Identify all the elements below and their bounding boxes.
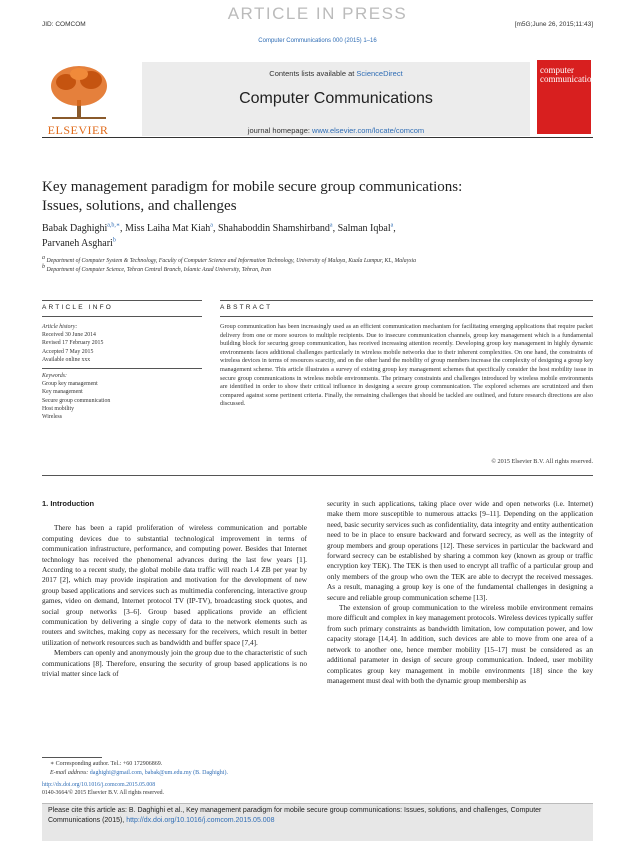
divider xyxy=(220,300,593,301)
divider xyxy=(42,368,202,369)
title-line-1: Key management paradigm for mobile secure group communications: xyxy=(42,179,463,195)
history-item: Revised 17 February 2015 xyxy=(42,340,104,347)
keyword: Group key management xyxy=(42,381,98,388)
homepage-prefix: journal homepage: xyxy=(247,126,313,135)
title-line-2: Issues, solutions, and challenges xyxy=(42,198,237,214)
journal-name: Computer Communications xyxy=(239,90,433,107)
body-column-right xyxy=(327,499,593,686)
paragraph: The extension of group communication to the wireless mobile environment remains more difficult and complex in key management protocols. Wireless devices typically suffer from such primary constraints as bandwidth limitation, low computation power, and low capacity storage [14,4]. In addition, such devices are able to move from one area of a network to another one, hence member mobility [15–17] must be considered as an additional parameter in design of secure group communication. Indeed, user mobility complicates group key management in mobile environments [18] since the key management must deal with both the dynamic group membership as xyxy=(327,603,593,685)
doi-link[interactable]: http://dx.doi.org/10.1016/j.comcom.2015.05.008 xyxy=(42,782,156,788)
paragraph: Members can openly and anonymously join the group due to the characteristic of such communications [8]. Therefore, ensuring the security of group based applications is no trivial matter since lack of xyxy=(42,648,307,679)
author[interactable]: Shahaboddin Shamshirband$^a$ xyxy=(217,222,333,234)
paragraph: There has been a rapid proliferation of wireless communication and portable computing devices due to substantial technological improvement in terms of communication infrastructure, performance, and computing power. Besides that Internet technology has received the phenomenal advances during the last few years [1]. According to a recent study, the global mobile data traffic will reach 1.4 ZB per year by 2017 [2], which may provide inspiration and motivation for the development of new group based applications and services such as multimedia conferencing, interactive group games, video on demand, Internet protocol TV (IP-TV), broadcasting stock quotes, and social group networks [3–6]. Group based applications provide an efficient communication by delivering a single copy of data to the network elements such as routers and switches, making copy as necessary for the receivers, which result in better utilization of network resources such as bandwidth and buffer space [7,4]. xyxy=(42,523,307,647)
author[interactable]: Babak Daghighi$^{a,b,∗}$ xyxy=(42,222,121,234)
email-link[interactable]: daghighi@gmail.com, babak@um.edu.my (B. Daghighi). xyxy=(89,770,228,776)
history-item: Accepted 7 May 2015 xyxy=(42,348,94,355)
corresponding-author-footnote xyxy=(42,760,307,778)
author[interactable]: Salman Iqbal$^a$ xyxy=(337,222,394,234)
journal-id: JID: COMCOM xyxy=(42,21,86,28)
keyword: Host mobility xyxy=(42,405,75,412)
email-line: E-mail address: daghighi@gmail.com, babak@um.edu.my (B. Daghighi). xyxy=(50,770,228,776)
cover-title: computer communications xyxy=(540,65,600,84)
article-info-heading: ARTICLE INFO xyxy=(42,304,114,311)
divider xyxy=(42,300,202,301)
history-item: Received 30 June 2014 xyxy=(42,332,96,339)
article-in-press-label: ARTICLE IN PRESS xyxy=(227,4,408,23)
keyword: Key management xyxy=(42,389,83,396)
contents-prefix: Contents lists available at xyxy=(269,69,357,78)
author[interactable]: Parvaneh Asghari$^b$ xyxy=(42,237,116,249)
elsevier-wordmark: ELSEVIER xyxy=(47,123,109,137)
corresponding-author: ∗ Corresponding author. Tel.: +60 172906869. xyxy=(50,761,163,767)
history-label: Article history: xyxy=(42,324,78,330)
issn-line: 0140-3664/© 2015 Elsevier B.V. All rights reserved. xyxy=(42,790,164,796)
divider xyxy=(220,316,593,317)
divider xyxy=(42,316,202,317)
citation-doi-link[interactable]: http://dx.doi.org/10.1016/j.comcom.2015.05.008 xyxy=(126,817,275,824)
paragraph: security in such applications, taking place over wide and open networks (i.e. Internet) make them more susceptible to numerous attacks [9–11]. Depending on the application need, basic security services such as confidentiality, data integrity and entity authentication need to be in place to ensure backward and forward secrecy, as well as the integrity of group members and group operations [12]. These services in particular the backward and forward secrecy can be established by sharing a common key (known as group or traffic encryption key TEK). The TEK is then used to encrypt all traffic of a particular group and only members of the group who own the TEK are able to decrypt the received messages. As a result, managing a group key is one of the fundamental challenges in designing a secure and reliable group communication scheme [13]. xyxy=(327,499,593,602)
article-info xyxy=(42,318,202,421)
homepage-line xyxy=(142,126,530,135)
abstract-text: Group communication has been increasingly used as an efficient communication mechanism for facilitating emerging applications that require packet delivery from one or more sources to multiple recipients. Due to insecure communication channels, group key management which is a fundamental building block for securing group communication, has received increasing attention recently. Developing group key management in highly dynamic environments faces additional challenges particularly in wireless mobile networks due to their inherent complexities. On one hand, the constraints of wireless devices in terms of resources scarcity, and on the other hand the mobility of group members increase the complexity of designing a group key management scheme. This article illustrates a survey of existing group key management schemes that specifically consider the host mobility issue in secure group communications in wireless mobile environments. The primary constraints and challenges introduced by wireless mobile environments are identified in order to show their critical influence in designing a secure group communication. The explored schemes are scrutinized and then compared against some pertinent criteria. Finally, the remaining challenges that should be tackled are outlined, and future research directions are also discussed. xyxy=(220,323,593,408)
affiliation: $^b$ Department of Computer Science, Tehran Central Branch, Islamic Azad University, Tehran, Iran xyxy=(42,264,271,273)
author-list: Babak Daghighi$^{a,b,∗}$, Miss Laiha Mat Kiah$^a$, Shahaboddin Shamshirband$^a$, Salman Iqbal$^a$, Parvaneh Asghari$^b$ xyxy=(42,222,396,249)
author[interactable]: Miss Laiha Mat Kiah$^a$ xyxy=(125,222,213,234)
sciencedirect-link[interactable]: ScienceDirect xyxy=(356,69,403,78)
keyword: Secure group communication xyxy=(42,397,111,404)
abstract-heading: ABSTRACT xyxy=(220,304,273,311)
affiliations xyxy=(42,257,593,275)
affiliation: $^a$ Department of Computer System & Technology, Faculty of Computer Science and Information Technology, University of Malaya, Kuala Lumpur, KL, Malaysia xyxy=(42,255,417,264)
footnote-rule xyxy=(42,757,102,758)
keywords-label: Keywords: xyxy=(42,373,67,380)
contents-line xyxy=(142,69,530,78)
history-item: Available online xxx xyxy=(42,356,91,363)
body-column-left xyxy=(42,499,307,680)
revision-stamp: [m5G;June 26, 2015;11:43] xyxy=(514,21,593,28)
article-title xyxy=(42,178,593,216)
running-head[interactable]: Computer Communications 000 (2015) 1–16 xyxy=(258,38,377,44)
divider xyxy=(42,475,593,476)
homepage-link[interactable]: www.elsevier.com/locate/comcom xyxy=(312,126,425,135)
citation-text: Please cite this article as: B. Daghighi et al., Key management paradigm for mobile secure group communications: Issues, solutions, and challenges, Computer Communications (2015), http://dx.doi.org/10.1016/j.comcom.2015.05.008 xyxy=(48,807,542,824)
copyright-notice: © 2015 Elsevier B.V. All rights reserved. xyxy=(491,458,593,465)
keyword: Wireless xyxy=(42,414,63,421)
section-heading: 1. Introduction xyxy=(42,499,95,508)
